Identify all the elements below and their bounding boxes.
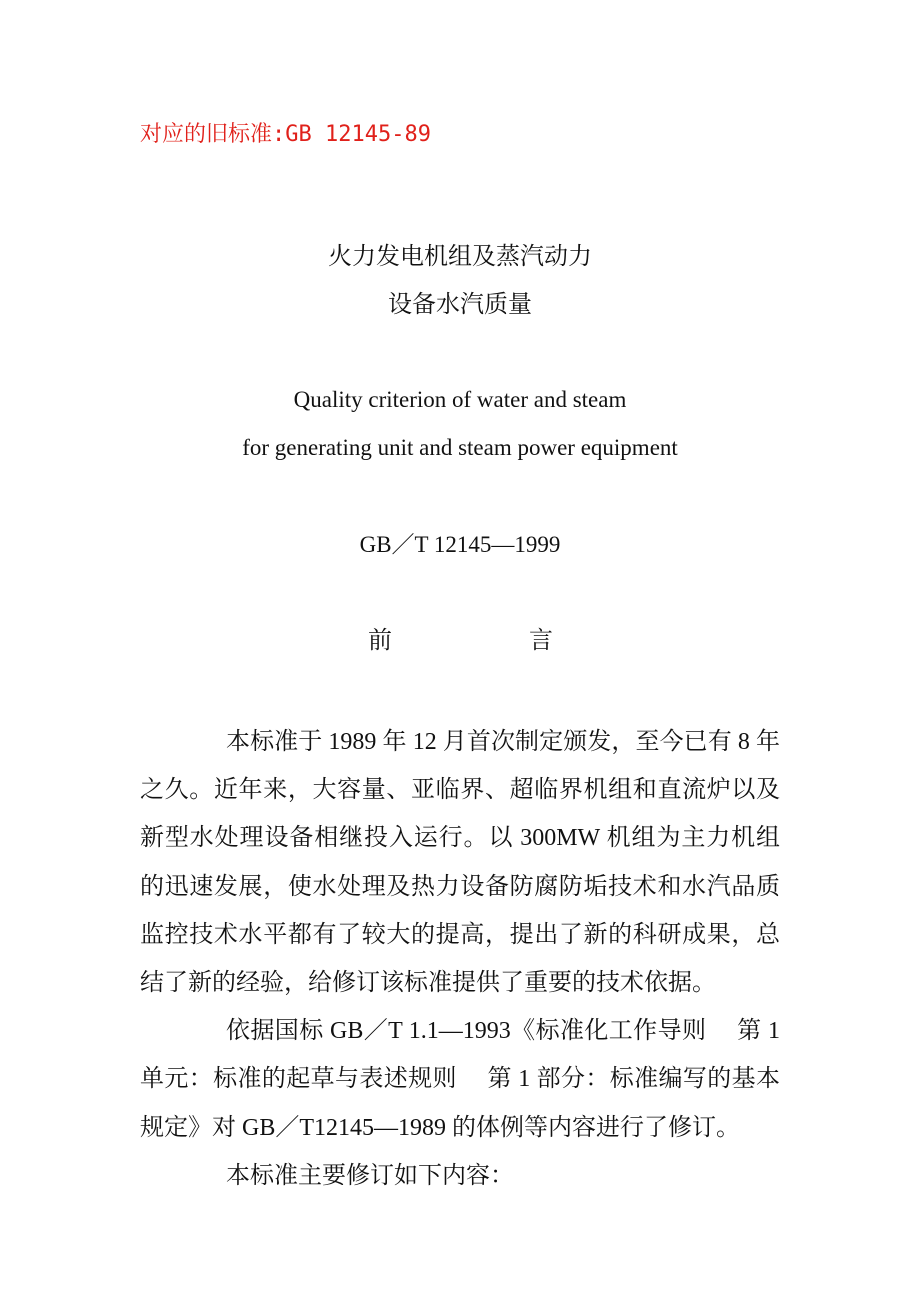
- english-title: [0, 376, 920, 472]
- paragraph-2: 依据国标 GB／T 1.1—1993《标准化工作导则 第 1 单元：标准的起草与表述规则 第 1 部分：标准编写的基本规定》对 GB／T12145—1989 的体例等内容进行了修订。: [140, 1018, 780, 1141]
- paragraph-1: 本标准于 1989 年 12 月首次制定颁发，至今已有 8 年之久。近年来，大容量、亚临界、超临界机组和直流炉以及新型水处理设备相继投入运行。以 300MW 机组为主力机组的迅速发展，使水处理及热力设备防腐防垢技术和水汽品质监控技术水平都有了较大的提高，提出了新的科研成果，总结了新的经验，给修订该标准提供了重要的技术依据。: [140, 729, 780, 997]
- paragraph-3: 本标准主要修订如下内容：: [226, 1162, 514, 1189]
- preface-body: [140, 718, 780, 1200]
- preface-char-2: 言: [529, 626, 553, 654]
- preface-char-1: 前: [368, 626, 392, 654]
- chinese-title: [0, 232, 920, 328]
- english-title-line-1: Quality criterion of water and steam: [293, 387, 627, 412]
- chinese-title-line-1: 火力发电机组及蒸汽动力: [328, 242, 592, 270]
- old-standard-note: 对应的旧标准:GB 12145-89: [140, 122, 431, 147]
- chinese-title-line-2: 设备水汽质量: [388, 290, 532, 318]
- standard-number: GB／T 12145—1999: [359, 532, 561, 557]
- english-title-line-2: for generating unit and steam power equipment: [242, 435, 678, 460]
